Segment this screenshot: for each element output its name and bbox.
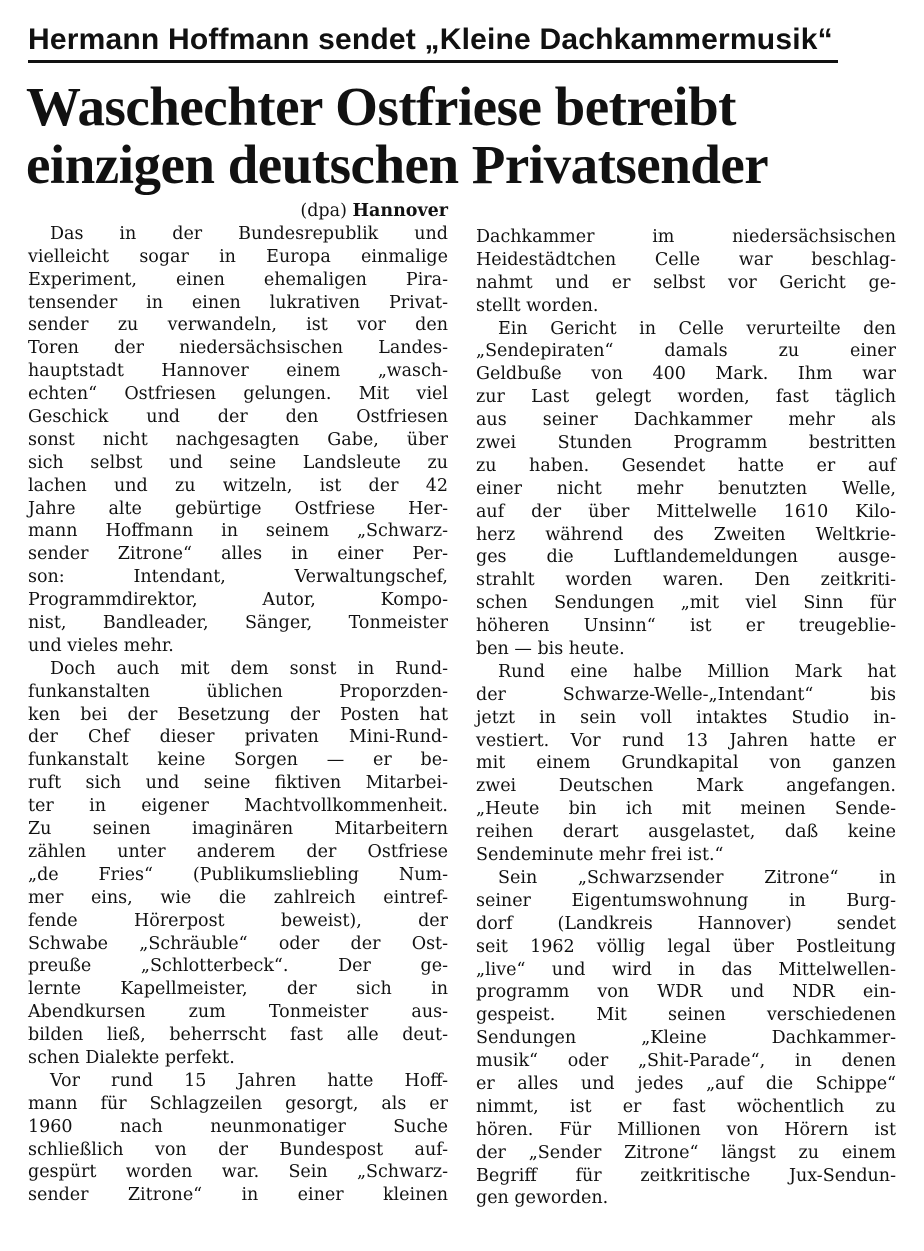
text-line: Begriff für zeitkritische Jux-Sendun- xyxy=(476,1165,896,1186)
text-line: Rund eine halbe Million Mark hat xyxy=(498,661,896,682)
text-line: Sendungen „Kleine Dachkammer- xyxy=(476,1028,896,1049)
text-line: Jahre alte gebürtige Ostfriese Her- xyxy=(28,498,448,519)
text-line: funkanstalten üblichen Proporzden- xyxy=(28,681,448,702)
text-line: sender Zitrone“ alles in einer Per- xyxy=(28,544,448,565)
text-line: Zu seinen imaginären Mitarbeitern xyxy=(28,819,448,840)
text-line: einer nicht mehr benutzten Welle, xyxy=(476,478,896,499)
main-headline xyxy=(26,78,906,194)
text-line: funkanstalt keine Sorgen — er be- xyxy=(28,750,448,771)
text-line: Experiment, einen ehemaligen Pira- xyxy=(28,269,448,290)
headline-line-2: einzigen deutschen Privatsender xyxy=(26,134,769,195)
text-line: ges die Luftlandemeldungen ausge- xyxy=(476,547,896,568)
text-line: aus seiner Dachkammer mehr als xyxy=(476,410,896,431)
text-line: Sein „Schwarzsender Zitrone“ in xyxy=(498,867,896,888)
text-line: seiner Eigentumswohnung in Burg- xyxy=(476,890,896,911)
text-line: Abendkursen zum Tonmeister aus- xyxy=(28,1002,448,1023)
text-line: fende Hörerpost beweist), der xyxy=(28,910,448,931)
text-line: sender Zitrone“ in einer kleinen xyxy=(28,1185,448,1206)
text-line: seit 1962 völlig legal über Postleitung xyxy=(476,936,896,957)
text-line: ben — bis heute. xyxy=(476,639,625,660)
text-line: dorf (Landkreis Hannover) sendet xyxy=(476,913,896,934)
text-line: schen Sendungen „mit viel Sinn für xyxy=(476,593,896,614)
headline-line-1: Waschechter Ostfriese betreibt xyxy=(26,76,736,137)
text-line: schen Dialekte perfekt. xyxy=(28,1047,235,1068)
text-line: nahmt und er selbst vor Gericht ge- xyxy=(476,272,896,293)
text-line: höheren Unsinn“ ist er treugeblie- xyxy=(476,616,896,637)
dateline-agency: (dpa) xyxy=(300,201,347,221)
text-line: Sendeminute mehr frei ist.“ xyxy=(476,845,724,866)
text-line: zu haben. Gesendet hatte er auf xyxy=(476,455,896,476)
text-line: reihen derart ausgelastet, daß keine xyxy=(476,822,896,843)
left-column-text xyxy=(28,223,448,1207)
dateline xyxy=(28,200,448,223)
text-line: hören. Für Millionen von Hörern ist xyxy=(476,1119,896,1140)
text-line: er alles und jedes „auf die Schippe“ xyxy=(476,1073,896,1094)
text-line: ter in eigener Machtvollkommenheit. xyxy=(28,796,448,817)
text-line: jetzt in sein voll intaktes Studio in- xyxy=(476,707,896,728)
text-line: Dachkammer im niedersächsischen xyxy=(476,227,896,247)
text-line: gespürt worden war. Sein „Schwarz- xyxy=(28,1162,448,1183)
text-line: der Schwarze-Welle-„Intendant“ bis xyxy=(476,684,896,705)
text-line: Doch auch mit dem sonst in Rund- xyxy=(50,658,448,679)
text-line: „de Fries“ (Publikumsliebling Num- xyxy=(28,864,448,885)
text-line: musik“ oder „Shit-Parade“, in denen xyxy=(476,1051,896,1072)
text-line: zählen unter anderem der Ostfriese xyxy=(28,841,448,862)
text-line: herz während des Zweiten Weltkrie- xyxy=(476,524,896,545)
text-line: gen geworden. xyxy=(476,1188,609,1209)
text-line: „Sendepiraten“ damals zu einer xyxy=(476,341,896,362)
text-line: Das in der Bundesrepublik und xyxy=(50,223,448,244)
text-line: preuße „Schlotterbeck“. Der ge- xyxy=(28,956,448,977)
text-line: auf der über Mittelwelle 1610 Kilo- xyxy=(476,501,896,522)
text-line: zwei Deutschen Mark angefangen. xyxy=(476,776,896,797)
text-line: Geschick und der den Ostfriesen xyxy=(28,407,448,428)
text-line: mann für Schlagzeilen gesorgt, als er xyxy=(28,1093,448,1114)
text-line: vestiert. Vor rund 13 Jahren hatte er xyxy=(476,730,896,751)
text-line: Ein Gericht in Celle verurteilte den xyxy=(498,318,896,339)
text-line: son: Intendant, Verwaltungschef, xyxy=(28,567,448,588)
text-line: und vieles mehr. xyxy=(28,635,174,656)
text-line: schließlich von der Bundespost auf- xyxy=(28,1139,448,1160)
article-column-right xyxy=(476,226,896,1210)
text-line: ken bei der Besetzung der Posten hat xyxy=(28,704,448,725)
text-line: Toren der niedersächsischen Landes- xyxy=(28,338,448,359)
text-line: gespeist. Mit seinen verschiedenen xyxy=(476,1005,896,1026)
text-line: der Chef dieser privaten Mini-Rund- xyxy=(28,727,448,748)
text-line: „Heute bin ich mit meinen Sende- xyxy=(476,799,896,820)
text-line: lernte Kapellmeister, der sich in xyxy=(28,979,448,1000)
text-line: sender zu verwandeln, ist vor den xyxy=(28,315,448,336)
text-line: mit einem Grundkapital von ganzen xyxy=(476,753,896,774)
text-line: Schwabe „Schräuble“ oder der Ost- xyxy=(28,933,448,954)
text-line: ruft sich und seine fiktiven Mitarbei- xyxy=(28,773,448,794)
dateline-city: Hannover xyxy=(352,201,448,221)
text-line: mann Hoffmann in seinem „Schwarz- xyxy=(28,521,448,542)
text-line: zur Last gelegt worden, fast täglich xyxy=(476,387,896,408)
text-line: programm von WDR und NDR ein- xyxy=(476,982,896,1003)
text-line: echten“ Ostfriesen gelungen. Mit viel xyxy=(28,384,448,405)
text-line: Vor rund 15 Jahren hatte Hoff- xyxy=(50,1070,448,1091)
text-line: lachen und zu witzeln, ist der 42 xyxy=(28,475,448,496)
kicker-headline: Hermann Hoffmann sendet „Kleine Dachkammermusik“ xyxy=(28,22,838,63)
text-line: sich selbst und seine Landsleute zu xyxy=(28,452,448,473)
text-line: strahlt worden waren. Den zeitkriti- xyxy=(476,570,896,591)
text-line: sonst nicht nachgesagten Gabe, über xyxy=(28,429,448,450)
article-column-left xyxy=(28,200,448,1207)
text-line: vielleicht sogar in Europa einmalige xyxy=(28,246,448,267)
text-line: „live“ und wird in das Mittelwellen- xyxy=(476,959,896,980)
text-line: tensender in einen lukrativen Privat- xyxy=(28,292,448,313)
text-line: zwei Stunden Programm bestritten xyxy=(476,433,896,454)
text-line: nimmt, ist er fast wöchentlich zu xyxy=(476,1096,896,1117)
text-line: Heidestädtchen Celle war beschlag- xyxy=(476,249,896,270)
text-line: nist, Bandleader, Sänger, Tonmeister xyxy=(28,613,448,634)
text-line: 1960 nach neunmonatiger Suche xyxy=(28,1116,448,1137)
text-line: bilden ließ, beherrscht fast alle deut- xyxy=(28,1025,448,1046)
text-line: stellt worden. xyxy=(476,295,599,316)
text-line: Programmdirektor, Autor, Kompo- xyxy=(28,590,448,611)
text-line: hauptstadt Hannover einem „wasch- xyxy=(28,361,448,382)
right-column-text xyxy=(476,226,896,1210)
text-line: mer eins, wie die zahlreich eintref- xyxy=(28,887,448,908)
text-line: der „Sender Zitrone“ längst zu einem xyxy=(476,1142,896,1163)
text-line: Geldbuße von 400 Mark. Ihm war xyxy=(476,364,896,385)
